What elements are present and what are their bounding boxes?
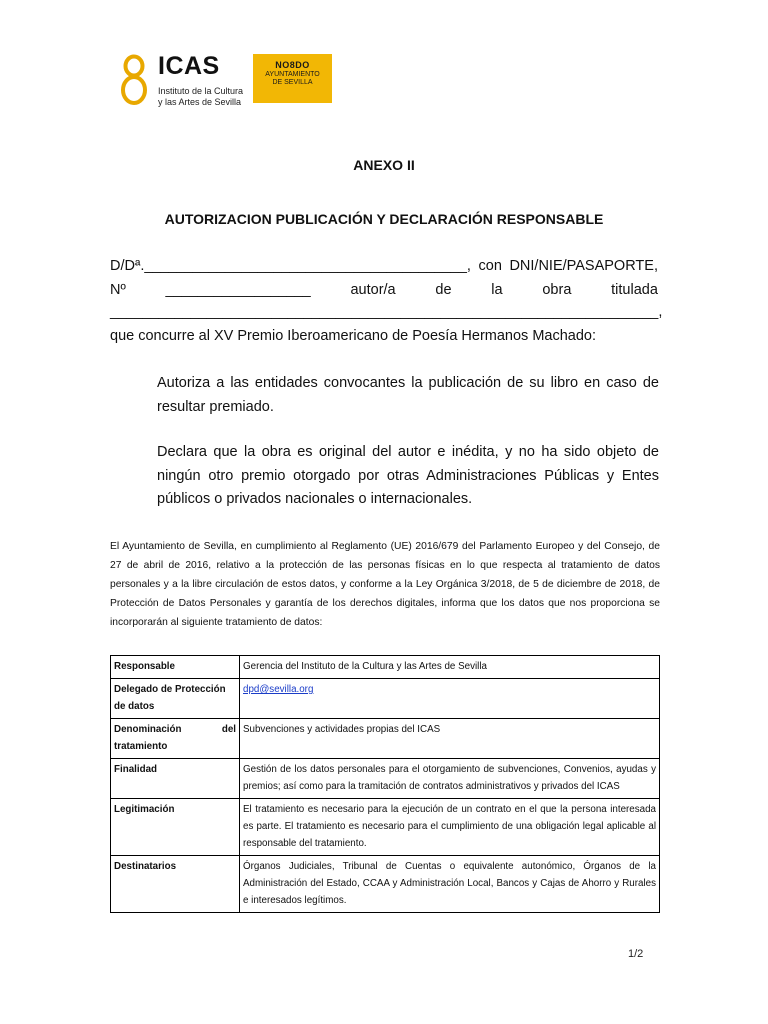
- document-title: AUTORIZACION PUBLICACIÓN Y DECLARACIÓN RESPONSABLE: [164, 211, 604, 227]
- ayuntamiento-label: AYUNTAMIENTO: [265, 71, 320, 78]
- table-row: [111, 856, 660, 913]
- sevilla-label: DE SEVILLA: [272, 79, 313, 86]
- title-field: ____________________________________________________________________,: [110, 304, 663, 320]
- icas-logo: [120, 52, 250, 112]
- la-word: la: [491, 282, 503, 298]
- number-label: Nº: [110, 282, 126, 298]
- dpd-email-link[interactable]: dpd@sevilla.org: [243, 684, 314, 695]
- id-type-label: DNI/NIE/PASAPORTE,: [509, 258, 658, 274]
- table-row: [111, 799, 660, 856]
- table-row: [111, 656, 660, 679]
- row-key-line: [114, 721, 236, 738]
- row-value: El tratamiento es necesario para la ejecución de un contrato en el que la persona interesada es parte. El tratamiento es necesario para el cumplimiento de una obligación legal aplicable al responsable del tratamiento.: [240, 799, 660, 856]
- obra-word: obra: [542, 282, 572, 298]
- page-number: 1/2: [628, 948, 644, 960]
- row-key-word-1: Denominación: [114, 724, 182, 735]
- icas-subtitle: [158, 86, 243, 108]
- icas-subtitle-line-1: Instituto de la Cultura: [158, 86, 244, 96]
- name-field: D/Dª.________________________________________,: [110, 258, 471, 274]
- autor-word: autor/a: [350, 282, 396, 298]
- row-value: Gestión de los datos personales para el otorgamiento de subvenciones, Convenios, ayudas y premios; así como para la tramitación de contratos administrativos y privados del ICAS: [240, 759, 660, 799]
- table-row: [111, 759, 660, 799]
- row-key-word-2: del: [221, 724, 236, 735]
- con-word: con: [478, 258, 502, 274]
- row-key: Finalidad: [111, 759, 240, 799]
- titulada-word: titulada: [611, 282, 658, 298]
- icas-subtitle-line-2: y las Artes de Sevilla: [158, 97, 242, 107]
- icas-title: ICAS: [158, 52, 220, 80]
- icas-eight-icon: [120, 54, 148, 106]
- form-line-number: [110, 282, 658, 298]
- data-protection-notice: El Ayuntamiento de Sevilla, en cumplimiento al Reglamento (UE) 2016/679 del Parlamento Europeo y del Consejo, de 27 de abril de 2016, relativo a la protección de las personas físicas en lo que respecta al tratamiento de datos personales y a la libre circulación de estos datos, y conforme a la Ley Orgánica 3/2018, de 5 de diciembre de 2018, de Protección de Datos Personales y garantía de los derechos digitales, informa que los datos que nos proporciona se incorporarán al siguiente tratamiento de datos:: [110, 541, 660, 628]
- row-key: Delegado de Protección de datos: [111, 679, 240, 719]
- form-line-name: [110, 258, 658, 274]
- anexo-heading: ANEXO II: [353, 157, 415, 173]
- row-key-word-3: tratamiento: [114, 741, 168, 752]
- de-word: de: [435, 282, 452, 298]
- row-value: Subvenciones y actividades propias del ICAS: [240, 719, 660, 759]
- table-row: [111, 719, 660, 759]
- row-value: [240, 679, 660, 719]
- data-processing-table: [110, 655, 660, 913]
- row-value: Gerencia del Instituto de la Cultura y las Artes de Sevilla: [240, 656, 660, 679]
- ayuntamiento-logo: [253, 54, 332, 103]
- authorization-paragraph: Autoriza a las entidades convocantes la publicación de su libro en caso de resultar premiado.: [157, 375, 659, 415]
- row-key: Destinatarios: [111, 856, 240, 913]
- table-row: [111, 679, 660, 719]
- row-key: [111, 719, 240, 759]
- number-field: __________________: [165, 282, 311, 298]
- no8do-mark: NO8DO: [275, 60, 310, 70]
- row-value: Órganos Judiciales, Tribunal de Cuentas o equivalente autonómico, Órganos de la Administración del Estado, CCAA y Administración Local, Bancos y Cajas de Ahorro y Rurales e interesados legítimos.: [240, 856, 660, 913]
- row-key: Responsable: [111, 656, 240, 679]
- declaration-paragraph: Declara que la obra es original del autor e inédita, y no ha sido objeto de ningún otro premio otorgado por otras Administraciones Públicas y Entes públicos o privados nacionales o internacionales.: [157, 444, 659, 507]
- form-line-premio: que concurre al XV Premio Iberoamericano de Poesía Hermanos Machado:: [110, 328, 597, 344]
- row-key: Legitimación: [111, 799, 240, 856]
